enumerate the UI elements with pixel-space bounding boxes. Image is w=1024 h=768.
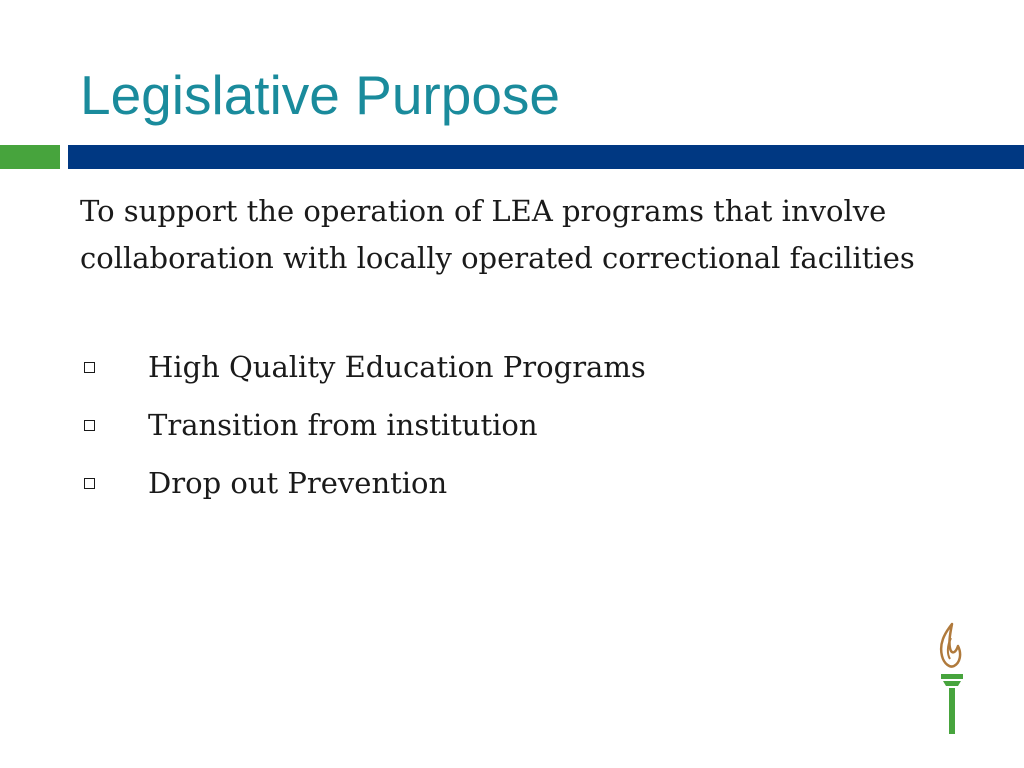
hollow-square-bullet-icon [84, 362, 95, 373]
bullet-text: Transition from institution [148, 408, 538, 442]
bullet-list [80, 338, 646, 512]
title-rule-blue-segment [68, 145, 1024, 169]
hollow-square-bullet-icon [84, 478, 95, 489]
slide-title: Legislative Purpose [80, 64, 561, 126]
list-item [80, 454, 646, 512]
bullet-text: Drop out Prevention [148, 466, 448, 500]
title-rule-green-segment [0, 145, 60, 169]
bullet-text: High Quality Education Programs [148, 350, 646, 384]
list-item [80, 396, 646, 454]
body-paragraph: To support the operation of LEA programs that involve collaboration with locally operated correctional facilities [80, 194, 915, 275]
list-item [80, 338, 646, 396]
torch-logo-icon [930, 620, 974, 736]
hollow-square-bullet-icon [84, 420, 95, 431]
